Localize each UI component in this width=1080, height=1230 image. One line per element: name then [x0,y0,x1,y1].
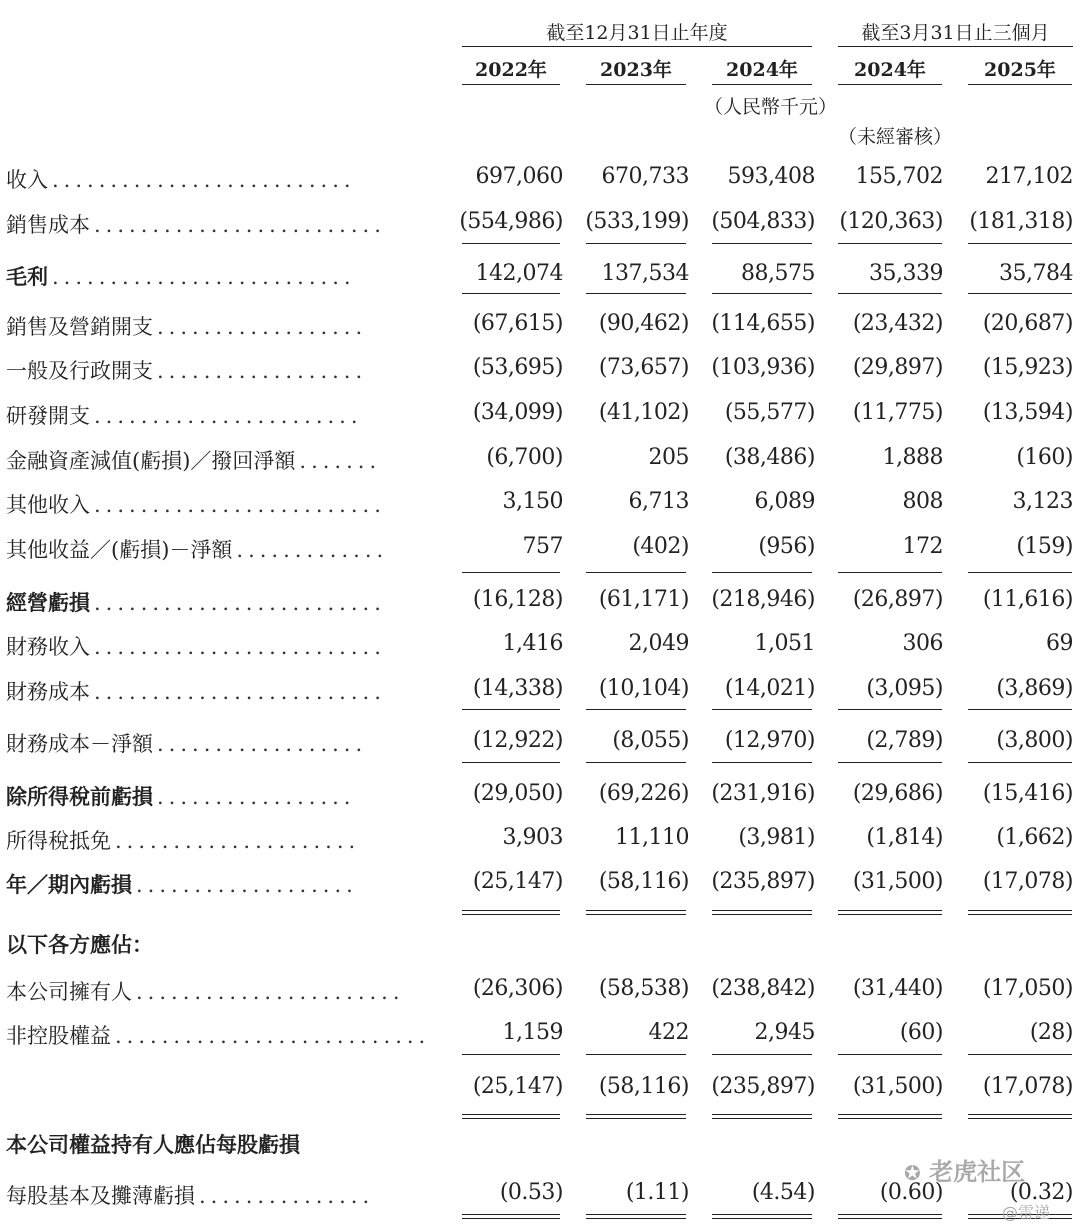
cell-r14-2025-q1: (1,662) [996,825,1073,850]
double-rule-line [462,1118,560,1119]
double-rule-line [462,914,560,915]
row-label-gross-profit: 毛利 .......................... [6,264,356,289]
cell-r21-2022: (0.53) [499,1180,563,1205]
rule-line [462,709,560,710]
rule-line [586,572,686,573]
cell-r0-2022: 697,060 [475,164,563,189]
rule-line [462,1054,560,1055]
year-header-2025-q1: 2025年 [984,59,1056,81]
cell-r1-2025-q1: (181,318) [969,209,1073,234]
cell-r18-2023: 422 [648,1020,689,1045]
cell-r19-2025-q1: (17,078) [982,1074,1073,1099]
cell-r17-2023: (58,538) [598,976,689,1001]
cell-r3-2024: (114,655) [711,311,815,336]
cell-r21-2024: (4.54) [751,1180,815,1205]
cell-r14-2024-q1: (1,814) [866,825,943,850]
cell-r11-2024-q1: (3,095) [866,676,943,701]
cell-r0-2024: 593,408 [727,164,815,189]
rule-line [838,572,942,573]
rule-line [968,762,1072,763]
cell-r5-2024-q1: (11,775) [852,400,943,425]
rule-line [968,1114,1072,1115]
rule-line [586,762,686,763]
cell-r11-2022: (14,338) [472,676,563,701]
header-group-three-months: 截至3月31日止三個月 [861,22,1050,44]
row-label-finance-costs: 財務成本 ......................... [6,680,386,704]
rule-line [712,1214,812,1215]
cell-r17-2024-q1: (31,440) [852,976,943,1001]
year-rule-2024-q1 [838,84,942,85]
cell-r13-2025-q1: (15,416) [982,781,1073,806]
cell-r6-2024: (38,486) [724,445,815,470]
watermark-handle: @雷递 [1002,1203,1051,1222]
row-label-income-tax: 所得稅抵免 ..................... [6,829,361,853]
cell-r9-2022: (16,128) [472,587,563,612]
rule-line [838,293,942,294]
rule-line [838,762,942,763]
row-label-loss-for-period: 年／期內虧損 ................... [6,872,358,897]
cell-r10-2025-q1: 69 [1046,631,1073,656]
rule-line [838,910,942,911]
cell-r10-2024-q1: 306 [902,631,943,656]
cell-r3-2024-q1: (23,432) [852,311,943,336]
double-rule-line [712,914,812,915]
rule-line [462,1114,560,1115]
double-rule-line [462,1218,560,1219]
cell-r11-2025-q1: (3,869) [996,676,1073,701]
cell-r17-2022: (26,306) [472,976,563,1001]
cell-r8-2023: (402) [632,534,689,559]
rule-line [968,1054,1072,1055]
cell-r13-2023: (69,226) [598,781,689,806]
cell-r15-2023: (58,116) [598,869,689,894]
double-rule-line [586,1118,686,1119]
cell-r18-2025-q1: (28) [1029,1020,1073,1045]
cell-r13-2024: (231,916) [711,781,815,806]
double-rule-line [968,914,1072,915]
double-rule-line [838,1218,942,1219]
year-rule-2023 [586,84,686,85]
double-rule-line [586,914,686,915]
cell-r18-2022: 1,159 [502,1020,563,1045]
cell-r0-2025-q1: 217,102 [985,164,1073,189]
rule-line [712,709,812,710]
rule-line [968,572,1072,573]
cell-r15-2022: (25,147) [472,869,563,894]
cell-r7-2024-q1: 808 [902,489,943,514]
cell-r9-2025-q1: (11,616) [982,587,1073,612]
rule-line [586,1054,686,1055]
cell-r2-2023: 137,534 [601,261,689,286]
row-label-operating-loss: 經營虧損 ......................... [6,590,386,615]
cell-r9-2024: (218,946) [711,587,815,612]
cell-r10-2023: 2,049 [628,631,689,656]
row-label-other-gains: 其他收益／(虧損)－淨額 ............. [6,538,389,562]
cell-r7-2025-q1: 3,123 [1012,489,1073,514]
cell-r1-2022: (554,986) [459,209,563,234]
cell-r2-2024-q1: 35,339 [869,261,943,286]
double-rule-line [712,1218,812,1219]
year-header-2023: 2023年 [600,59,672,81]
rule-line [712,910,812,911]
cell-r8-2024-q1: 172 [902,534,943,559]
cell-r2-2024: 88,575 [741,261,815,286]
row-label-finance-income: 財務收入 ......................... [6,635,386,659]
row-label-non-controlling: 非控股權益 ........................... [6,1024,431,1048]
cell-r3-2023: (90,462) [598,311,689,336]
unaudited-note: （未經審核） [838,126,953,148]
cell-r12-2024-q1: (2,789) [866,728,943,753]
cell-r18-2024: 2,945 [754,1020,815,1045]
rule-line [712,762,812,763]
rule-line [586,1214,686,1215]
rule-line [968,910,1072,911]
cell-r19-2022: (25,147) [472,1074,563,1099]
row-label-revenue: 收入 .......................... [6,168,356,192]
rule-line [586,910,686,911]
year-rule-2025-q1 [968,84,1072,85]
cell-r14-2023: 11,110 [615,825,689,850]
double-rule-line [712,1118,812,1119]
cell-r9-2024-q1: (26,897) [852,587,943,612]
cell-r13-2024-q1: (29,686) [852,781,943,806]
cell-r1-2024-q1: (120,363) [839,209,943,234]
cell-r21-2023: (1.11) [625,1180,689,1205]
cell-r10-2024: 1,051 [754,631,815,656]
cell-r5-2025-q1: (13,594) [982,400,1073,425]
cell-r12-2022: (12,922) [472,728,563,753]
cell-r6-2025-q1: (160) [1016,445,1073,470]
cell-r6-2024-q1: 1,888 [882,445,943,470]
rule-line [462,1214,560,1215]
year-header-2024-q1: 2024年 [854,59,926,81]
rule-line [712,572,812,573]
cell-r19-2023: (58,116) [598,1074,689,1099]
cell-r14-2022: 3,903 [502,825,563,850]
cell-r19-2024: (235,897) [711,1074,815,1099]
cell-r17-2024: (238,842) [711,976,815,1001]
rule-line [712,1054,812,1055]
cell-r8-2025-q1: (159) [1016,534,1073,559]
cell-r6-2022: (6,700) [486,445,563,470]
cell-r14-2024: (3,981) [738,825,815,850]
cell-r5-2024: (55,577) [724,400,815,425]
year-rule-2022 [462,84,560,85]
header-group-three-months-rule [838,46,1073,47]
rule-line [712,1114,812,1115]
cell-r15-2024-q1: (31,500) [852,869,943,894]
header-group-fiscal-year: 截至12月31日止年度 [546,22,728,44]
double-rule-line [838,1118,942,1119]
cell-r12-2025-q1: (3,800) [996,728,1073,753]
cell-r15-2024: (235,897) [711,869,815,894]
cell-r7-2023: 6,713 [628,489,689,514]
cell-r2-2025-q1: 35,784 [999,261,1073,286]
cell-r11-2024: (14,021) [724,676,815,701]
row-label-rnd: 研發開支 ....................... [6,404,363,428]
rule-line [838,243,942,244]
cell-r21-2025-q1: (0.32) [1009,1180,1073,1205]
row-label-owners: 本公司擁有人 ....................... [6,980,405,1004]
rule-line [462,910,560,911]
cell-r7-2024: 6,089 [754,489,815,514]
row-label-loss-per-share-heading: 本公司權益持有人應佔每股虧損 [6,1132,300,1157]
currency-note: （人民幣千元） [704,96,838,118]
row-label-other-income: 其他收入 ......................... [6,493,386,517]
cell-r11-2023: (10,104) [598,676,689,701]
cell-r4-2025-q1: (15,923) [982,355,1073,380]
rule-line [968,243,1072,244]
rule-line [462,762,560,763]
cell-r0-2023: 670,733 [601,164,689,189]
cell-r9-2023: (61,171) [598,587,689,612]
rule-line [586,1114,686,1115]
cell-r1-2024: (504,833) [711,209,815,234]
cell-r0-2024-q1: 155,702 [855,164,943,189]
cell-r17-2025-q1: (17,050) [982,976,1073,1001]
cell-r5-2023: (41,102) [598,400,689,425]
rule-line [838,709,942,710]
cell-r8-2022: 757 [522,534,563,559]
rule-line [968,709,1072,710]
cell-r15-2025-q1: (17,078) [982,869,1073,894]
double-rule-line [838,914,942,915]
rule-line [462,243,560,244]
cell-r4-2023: (73,657) [598,355,689,380]
row-label-cost-of-sales: 銷售成本 ......................... [6,213,386,237]
cell-r3-2022: (67,615) [472,311,563,336]
rule-line [462,293,560,294]
cell-r6-2023: 205 [648,445,689,470]
cell-r12-2023: (8,055) [612,728,689,753]
header-group-fiscal-year-rule [462,46,812,47]
row-label-basic-diluted-eps: 每股基本及攤薄虧損 ............... [6,1184,375,1208]
rule-line [712,293,812,294]
cell-r13-2022: (29,050) [472,781,563,806]
row-label-loss-before-tax: 除所得稅前虧損 ................. [6,784,356,809]
rule-line [586,709,686,710]
rule-line [586,293,686,294]
rule-line [462,572,560,573]
cell-r4-2024-q1: (29,897) [852,355,943,380]
row-label-impairment: 金融資產減值(虧損)／撥回淨額 ....... [6,449,382,473]
cell-r1-2023: (533,199) [585,209,689,234]
rule-line [838,1054,942,1055]
cell-r21-2024-q1: (0.60) [879,1180,943,1205]
rule-line [712,243,812,244]
row-label-selling-marketing: 銷售及營銷開支 .................. [6,315,368,339]
row-label-finance-costs-net: 財務成本－淨額 .................. [6,732,368,756]
double-rule-line [586,1218,686,1219]
double-rule-line [968,1118,1072,1119]
cell-r5-2022: (34,099) [472,400,563,425]
watermark-brand: ✪ 老虎社区 [904,1158,1026,1186]
cell-r19-2024-q1: (31,500) [852,1074,943,1099]
year-header-2022: 2022年 [475,59,547,81]
rule-line [838,1214,942,1215]
year-header-2024: 2024年 [726,59,798,81]
year-rule-2024 [712,84,812,85]
rule-line [838,1114,942,1115]
row-label-attributable-to: 以下各方應佔： [6,932,153,957]
cell-r10-2022: 1,416 [502,631,563,656]
cell-r4-2022: (53,695) [472,355,563,380]
rule-line [968,293,1072,294]
cell-r4-2024: (103,936) [711,355,815,380]
row-label-general-admin: 一般及行政開支 .................. [6,359,368,383]
cell-r12-2024: (12,970) [724,728,815,753]
cell-r3-2025-q1: (20,687) [982,311,1073,336]
cell-r7-2022: 3,150 [502,489,563,514]
cell-r18-2024-q1: (60) [899,1020,943,1045]
cell-r8-2024: (956) [758,534,815,559]
rule-line [586,243,686,244]
cell-r2-2022: 142,074 [475,261,563,286]
watermark-logo-icon: ✪ [904,1161,921,1185]
